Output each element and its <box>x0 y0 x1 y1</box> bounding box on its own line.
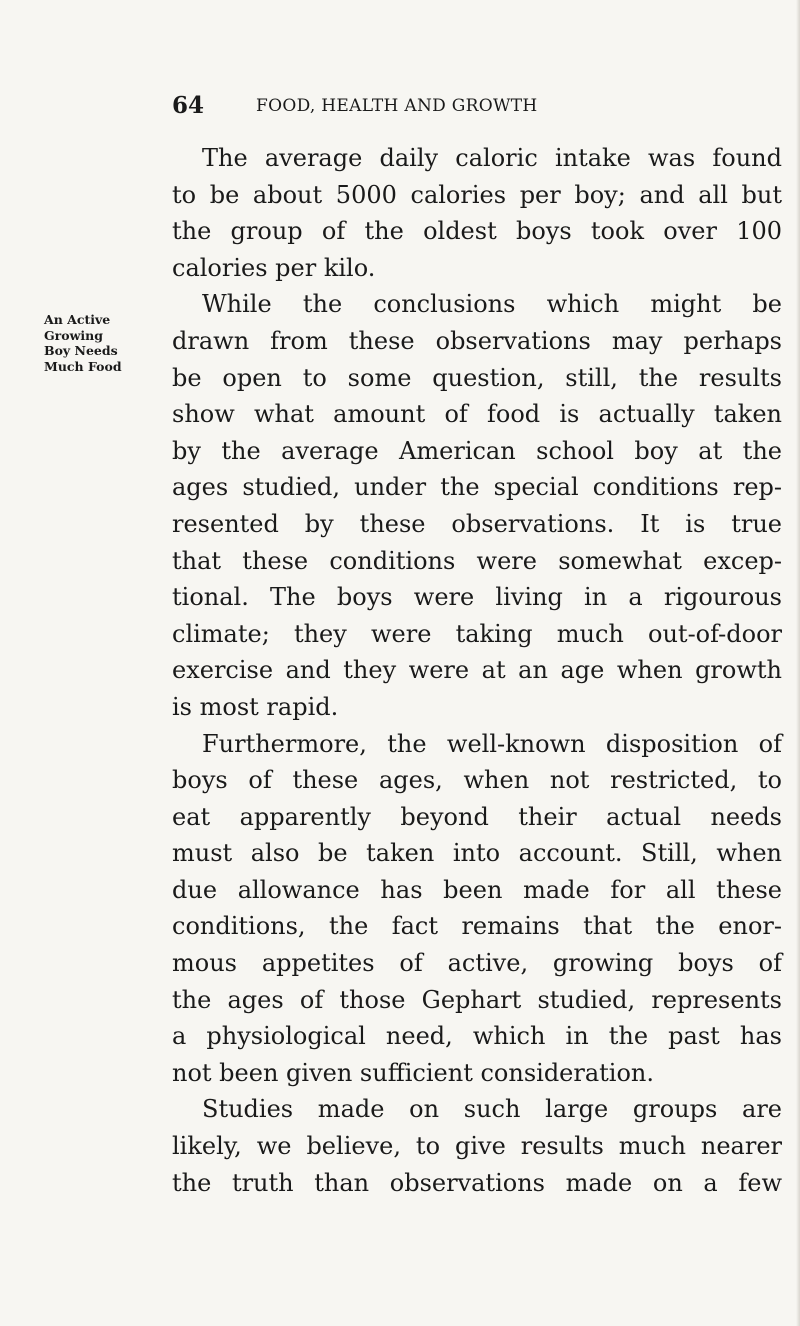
text-line: Studies made on such large groups are <box>202 1095 782 1124</box>
page-header <box>172 92 762 122</box>
text-line: not been given sufficient consideration. <box>172 1058 655 1087</box>
running-head: FOOD, HEALTH AND GROWTH <box>256 96 538 116</box>
text-line: boys of these ages, when not restricted, to <box>172 766 782 795</box>
text-line: a physiological need, which in the past has <box>172 1022 782 1051</box>
text-line: that these conditions were somewhat excep- <box>172 546 782 575</box>
text-line: While the conclusions which might be <box>202 290 782 319</box>
text-line: to be about 5000 calories per boy; and all but <box>172 180 782 209</box>
text-line: must also be taken into account. Still, when <box>172 839 782 868</box>
text-line: tional. The boys were living in a rigourous <box>172 583 782 612</box>
text-line: climate; they were taking much out-of-door <box>172 619 782 648</box>
text-line: is most rapid. <box>172 692 339 721</box>
body-text <box>172 140 782 1201</box>
text-line: drawn from these observations may perhaps <box>172 326 782 355</box>
text-line: be open to some question, still, the results <box>172 363 782 392</box>
sidenote-line: Boy Needs <box>44 343 118 358</box>
text-line: ages studied, under the special conditions rep- <box>172 473 782 502</box>
text-line: The average daily caloric intake was found <box>202 144 782 172</box>
text-line: show what amount of food is actually taken <box>172 400 782 429</box>
text-line: calories per kilo. <box>172 253 376 282</box>
margin-sidenote <box>44 312 164 374</box>
text-line: eat apparently beyond their actual needs <box>172 802 782 831</box>
page-number: 64 <box>172 92 205 119</box>
text-line: conditions, the fact remains that the enor- <box>172 912 782 941</box>
text-line: the ages of those Gephart studied, represents <box>172 985 782 1014</box>
page-edge-shadow <box>796 0 800 1326</box>
text-line: the group of the oldest boys took over 100 <box>172 217 782 246</box>
text-line: Furthermore, the well-known disposition of <box>202 729 782 758</box>
text-line: by the average American school boy at the <box>172 436 782 465</box>
sidenote-line: An Active <box>44 312 111 327</box>
text-line: exercise and they were at an age when growth <box>172 656 782 685</box>
text-line: due allowance has been made for all these <box>172 875 782 904</box>
sidenote-line: Much Food <box>44 358 122 374</box>
text-line: mous appetites of active, growing boys of <box>172 949 782 978</box>
sidenote-line: Growing <box>44 327 103 343</box>
text-line: the truth than observations made on a few <box>172 1168 782 1197</box>
text-line: likely, we believe, to give results much nearer <box>172 1132 782 1161</box>
text-line: resented by these observations. It is true <box>172 509 782 538</box>
